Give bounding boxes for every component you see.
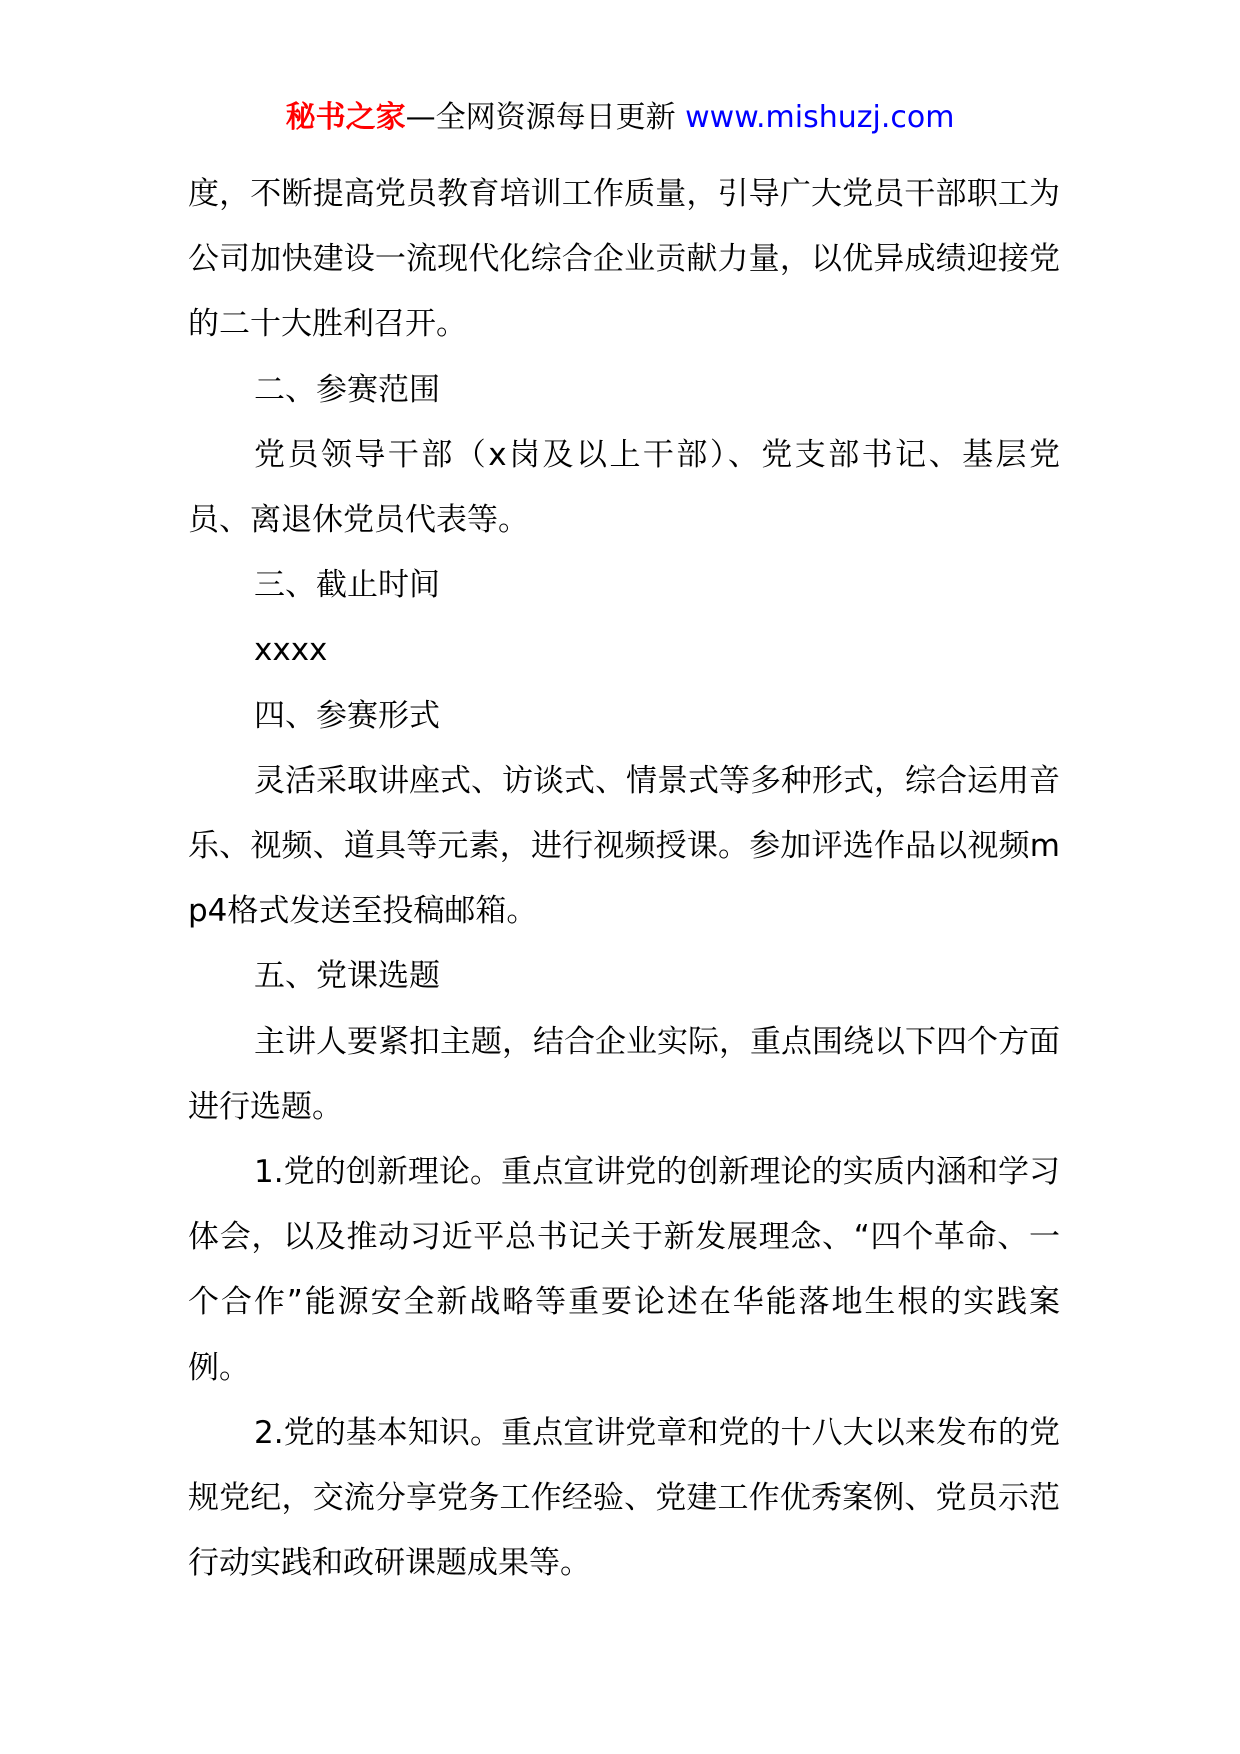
page-header bbox=[0, 98, 1240, 138]
section-heading-format: 四、参赛形式 bbox=[254, 697, 440, 734]
paragraph-topic-1: 1.党的创新理论。重点宣讲党的创新理论的实质内涵和学习体会，以及推动习近平总书记关于新发展理念、“四个革命、一个合作”能源安全新战略等重要论述在华能落地生根的实践案例。 bbox=[188, 1154, 1060, 1386]
section-heading-topics: 五、党课选题 bbox=[254, 958, 440, 995]
section-heading-deadline: 三、截止时间 bbox=[254, 567, 440, 604]
paragraph-scope: 党员领导干部（x岗及以上干部）、党支部书记、基层党员、离退休党员代表等。 bbox=[188, 436, 1060, 539]
paragraph-topic-2: 2.党的基本知识。重点宣讲党章和党的十八大以来发布的党规党纪，交流分享党务工作经验、党建工作优秀案例、党员示范行动实践和政研课题成果等。 bbox=[188, 1414, 1060, 1582]
section-heading-scope: 二、参赛范围 bbox=[254, 371, 440, 408]
document-body bbox=[188, 162, 1060, 1596]
paragraph-deadline: xxxx bbox=[254, 632, 328, 669]
site-url-link[interactable]: www.mishuzj.com bbox=[685, 100, 955, 135]
site-tagline: —全网资源每日更新 bbox=[405, 100, 676, 135]
paragraph-continuation: 度，不断提高党员教育培训工作质量，引导广大党员干部职工为公司加快建设一流现代化综合企业贡献力量，以优异成绩迎接党的二十大胜利召开。 bbox=[188, 176, 1060, 343]
paragraph-topics-intro: 主讲人要紧扣主题，结合企业实际，重点围绕以下四个方面进行选题。 bbox=[188, 1023, 1060, 1125]
site-brand: 秘书之家 bbox=[285, 100, 406, 135]
paragraph-format: 灵活采取讲座式、访谈式、情景式等多种形式，综合运用音乐、视频、道具等元素，进行视频授课。参加评选作品以视频mp4格式发送至投稿邮箱。 bbox=[188, 762, 1060, 930]
